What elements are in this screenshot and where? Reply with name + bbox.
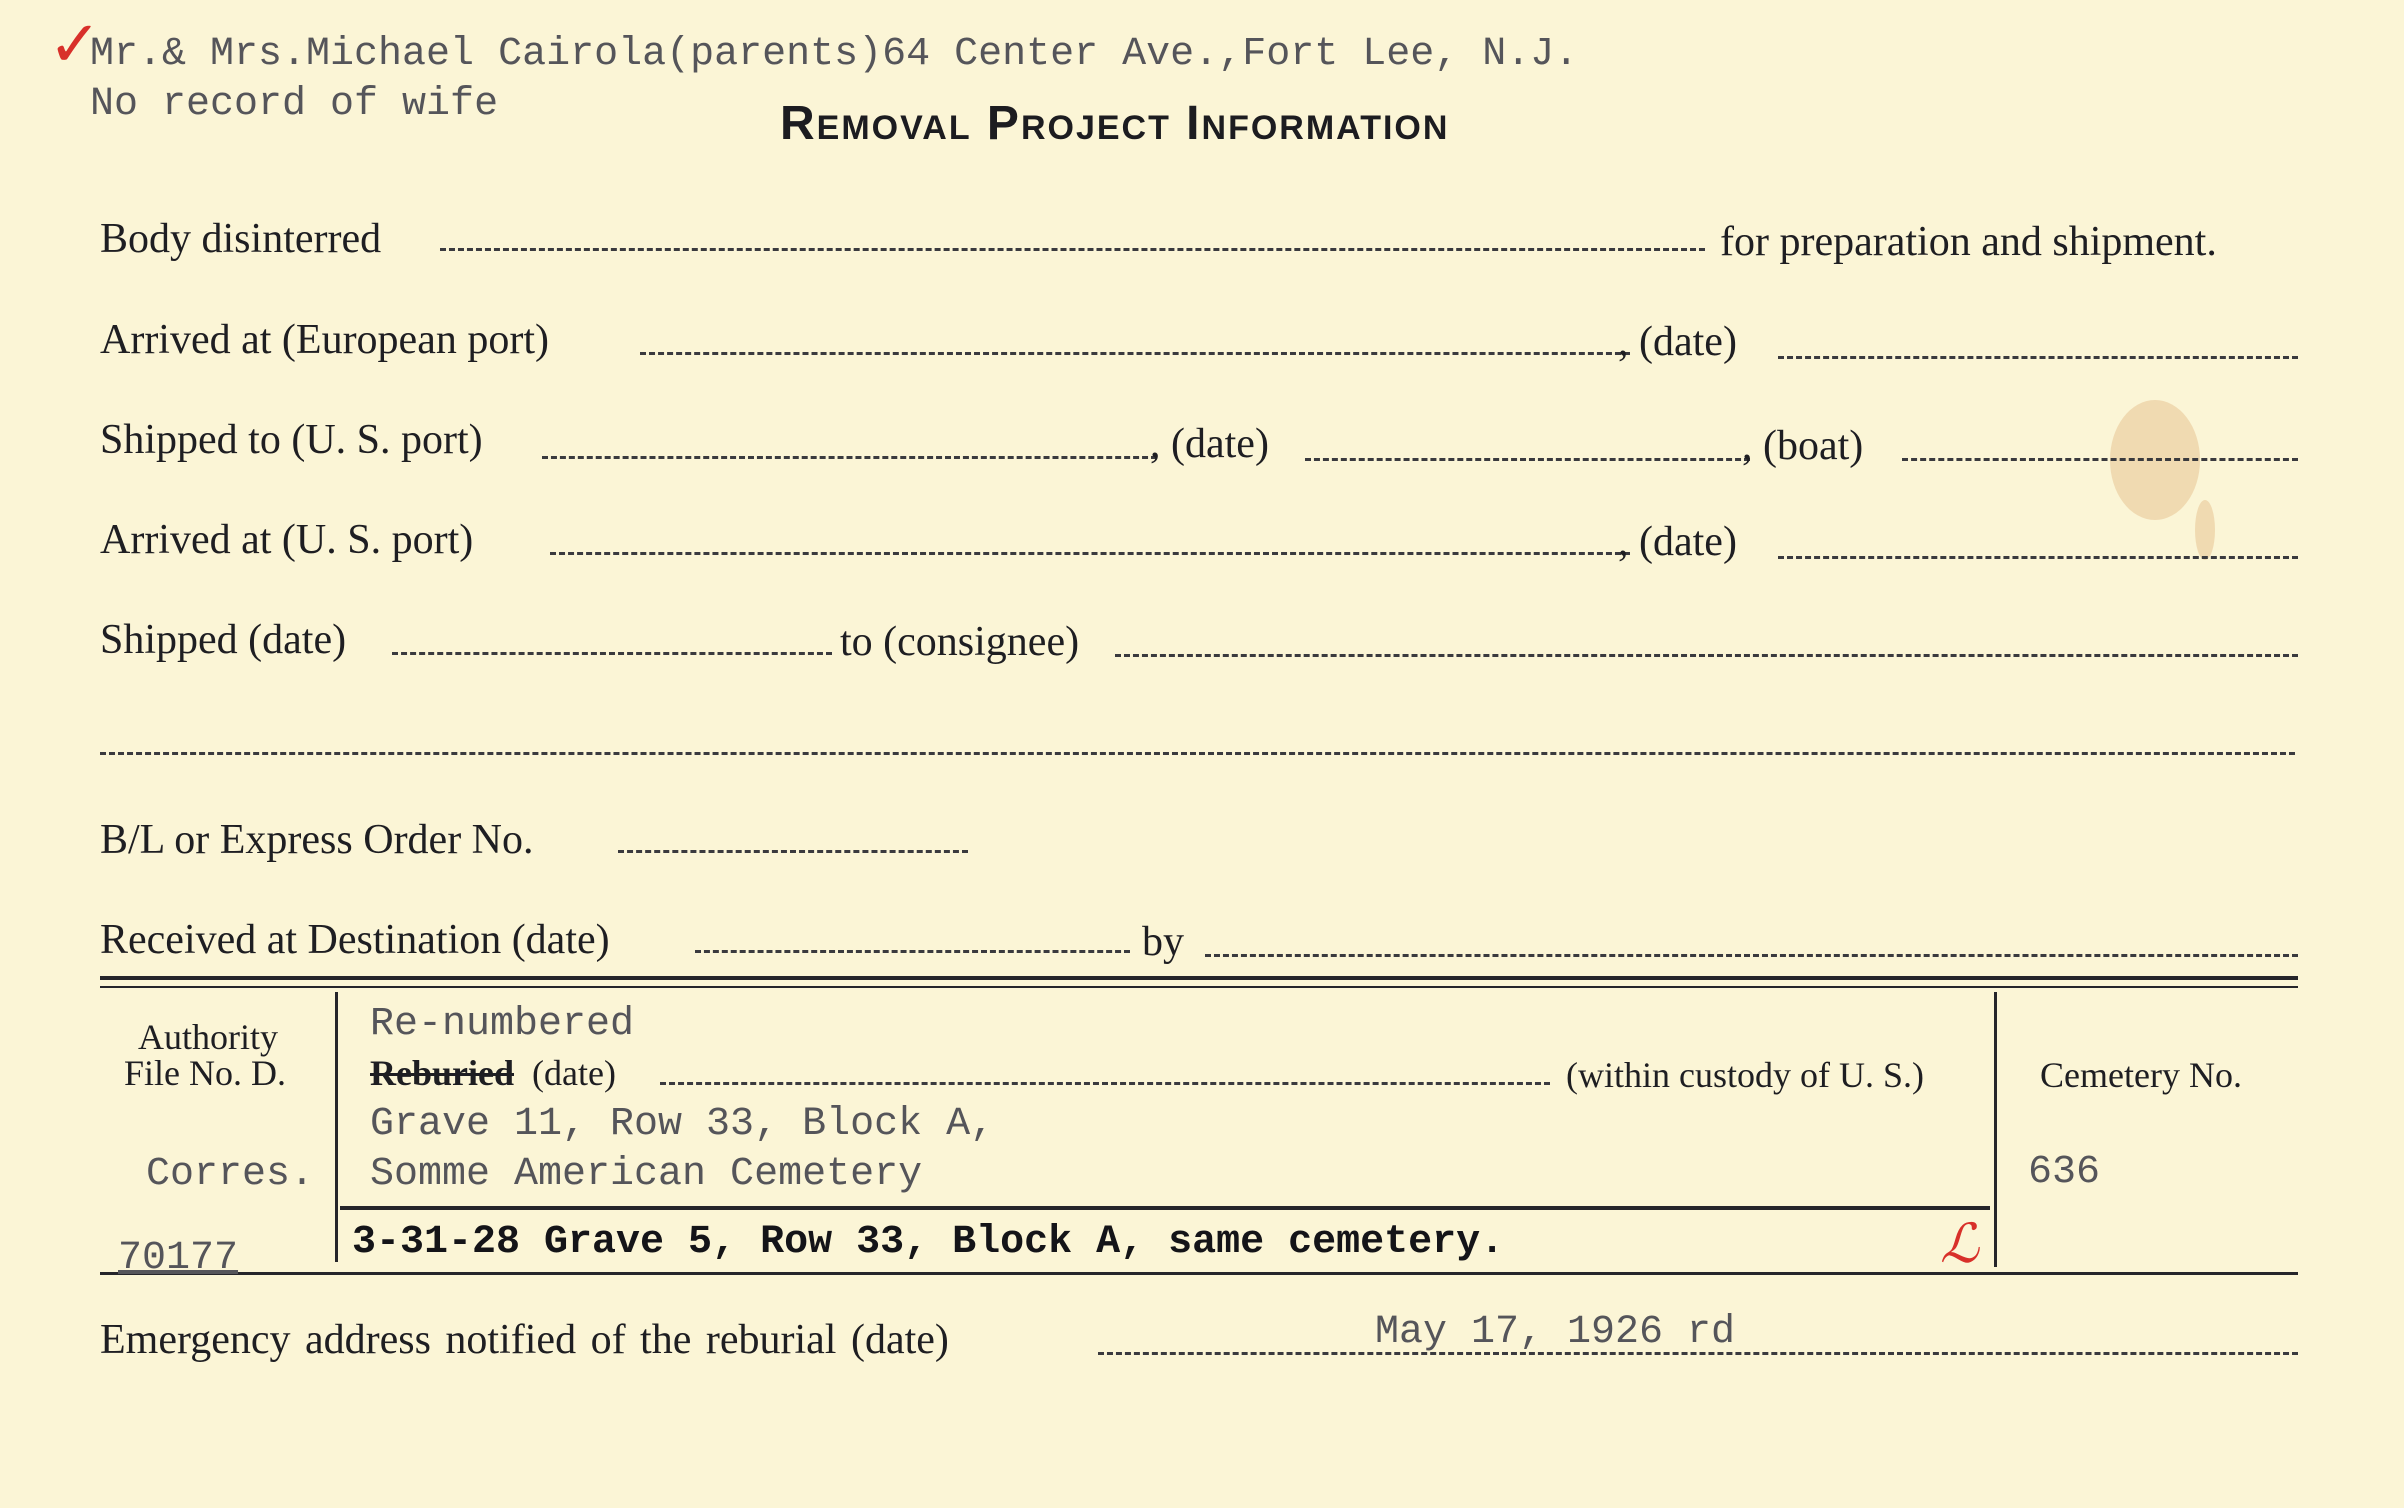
label-arrived-us: Arrived at (U. S. port) (100, 517, 474, 563)
fill-line (1902, 458, 2298, 461)
label-custody: (within custody of U. S.) (1566, 1055, 1924, 1095)
table-divider (1994, 992, 1997, 1267)
grave-line-1: Grave 11, Row 33, Block A, (370, 1102, 995, 1147)
table-top-rule (100, 976, 2298, 980)
red-initial-mark: ℒ (1940, 1214, 1979, 1274)
label-body-disinterred: Body disinterred (100, 216, 382, 262)
label-arrived-european: Arrived at (European port) (100, 317, 549, 363)
fill-line (695, 950, 1130, 953)
label-renumbered: Re-numbered (370, 1002, 635, 1047)
card-title: Removal Project Information (780, 97, 1450, 150)
label-reburied-date: (date) (532, 1053, 616, 1093)
label-emergency-address: Emergency address notified of the reburial (date) (100, 1317, 949, 1363)
emergency-date: May 17, 1926 rd (1375, 1310, 1736, 1355)
label-to-consignee: to (consignee) (840, 619, 1080, 665)
label-corres: Corres. (146, 1152, 315, 1197)
stain-mark (2195, 500, 2215, 560)
label-shipped-to-us: Shipped to (U. S. port) (100, 417, 483, 463)
table-divider (335, 992, 338, 1262)
grave-line-2: Somme American Cemetery (370, 1152, 923, 1197)
cemetery-number: 636 (2028, 1150, 2101, 1195)
table-top-rule (100, 986, 2298, 988)
fill-line (660, 1082, 1550, 1085)
label-bl-order: B/L or Express Order No. (100, 817, 534, 863)
label-date: , (date) (1618, 319, 1737, 365)
typed-parents-address: Mr.& Mrs.Michael Cairola(parents)64 Center Ave.,Fort Lee, N.J. (90, 32, 1579, 77)
fill-line (640, 352, 1630, 355)
check-mark-icon: ✓ (48, 9, 102, 80)
table-mid-rule (340, 1206, 1990, 1210)
label-authority: Authority (138, 1017, 278, 1057)
fill-line (392, 652, 832, 655)
label-by: by (1142, 919, 1184, 965)
label-received-destination: Received at Destination (date) (100, 917, 610, 963)
label-boat: , (boat) (1742, 423, 1864, 469)
label-shipped-date: Shipped (date) (100, 617, 347, 663)
fill-line (440, 248, 1705, 251)
label-cemetery-no: Cemetery No. (2040, 1055, 2242, 1095)
label-reburied-struck: Reburied (370, 1053, 514, 1093)
fill-line (618, 850, 968, 853)
fill-line (542, 456, 1157, 459)
fill-line (1115, 654, 2298, 657)
fill-line (1778, 356, 2298, 359)
fill-line (1305, 458, 1750, 461)
label-date: , (date) (1150, 421, 1269, 467)
typed-no-record: No record of wife (90, 82, 499, 127)
fill-line (550, 552, 1630, 555)
fill-line (1205, 954, 2298, 957)
fill-line (100, 752, 2295, 755)
fill-line (1778, 556, 2298, 559)
label-file-no: File No. D. (124, 1053, 286, 1093)
file-number: 70177 (118, 1236, 239, 1281)
grave-line-3: 3-31-28 Grave 5, Row 33, Block A, same cemetery. (352, 1220, 1505, 1265)
label-date: , (date) (1618, 519, 1737, 565)
label-for-preparation: for preparation and shipment. (1720, 219, 2217, 265)
